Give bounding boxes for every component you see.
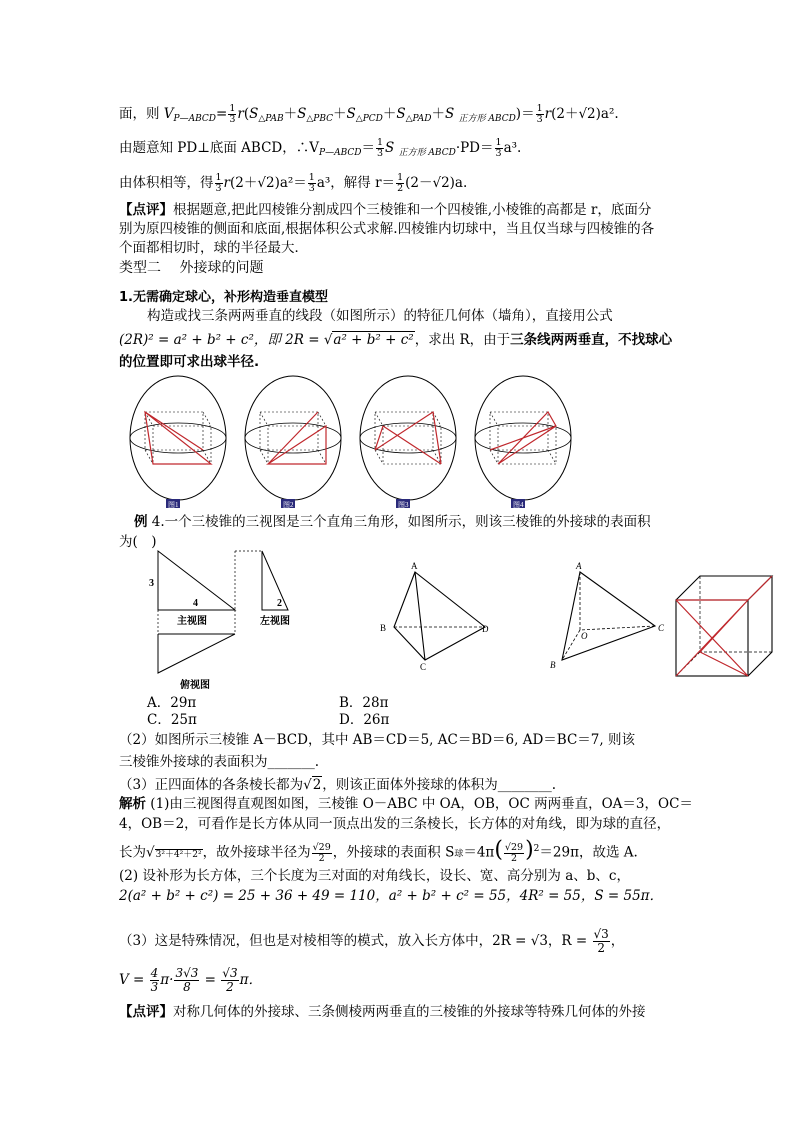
line-pd-perp: 由题意知 PD⊥底面 ABCD，$\therefore V_{P—ABCD}=$ $\frac{1}{3}$ S $_{正方形 ABCD}$·PD＝ $\frac{1}{3}$ a³. (119, 137, 522, 159)
section-heading-type2 (119, 259, 263, 277)
top-view-label: 俯视图 (180, 680, 210, 691)
text: 4 (151, 514, 161, 530)
text: △PCD (355, 114, 383, 124)
fraction (221, 967, 238, 994)
text: a³. (503, 140, 522, 156)
solution-line5 (119, 887, 663, 905)
text: S (385, 140, 395, 156)
text: (2R)² = a² + b² + c²，即 2R = (119, 332, 324, 348)
text: 球 (454, 849, 464, 860)
text: 1.无需确定球心，补形构造垂直模型 (119, 290, 328, 305)
text: 2 (318, 852, 325, 864)
label-A2: A (576, 561, 582, 571)
heading-1 (119, 289, 328, 307)
solution-line3: 长为√3²＋4²＋2²，故外接球半径为 $\frac{√29}{2}$ ，外接球的表面积 S球＝4π( $\frac{√29}{2}$ )$^2$＝29π，故选 A. (119, 837, 638, 864)
solution-line6: （3）这是特殊情况，但也是对棱相等的模式，放入长方体中，2R = √3，R = $\frac{√3}{2}$ ， (119, 927, 625, 955)
solution-line7 (119, 967, 262, 994)
label-O: O (581, 631, 588, 641)
text: π． (239, 972, 262, 988)
text: （3）这是特殊情况，但也是对棱相等的模式，放入长方体中，2R = √3，R = (119, 933, 592, 949)
label-C: C (420, 662, 427, 672)
fig-label-1: 图1 (168, 501, 179, 509)
question-3: （3）正四面体的各条棱长都为√2，则该正面体外接球的体积为________. (119, 777, 557, 793)
text: (2＋√2)a²＝ (230, 175, 307, 191)
text: 2(a² + b² + c²) = 25 + 36 + 49 = 110，a² + b² + c² = 55，4R² = 55，S = 55π． (119, 888, 664, 904)
three-views-figure (140, 548, 305, 693)
solution-line1 (119, 795, 693, 813)
text: = (216, 106, 228, 122)
heading-1-para-b: (2R)² = a² + b² + c²，即 2R = √a² + b² + c²，求出 R，由于三条线两两垂直，不找球心 (119, 332, 673, 348)
line-volume-equal: 由体积相等，得 $\frac{1}{3}$ r(2＋√2)a²＝ $\frac{1}{3}$ a³，解得 r＝ $\frac{1}{2}$ (2－√2)a. (119, 172, 468, 194)
text: π· (160, 972, 174, 988)
label-A: A (411, 561, 418, 571)
tetra-abcd-figure (372, 560, 497, 675)
text: 构造或找三条两两垂直的线段（如图所示）的特征几何体（墙角），直接用公式 (147, 308, 613, 324)
fraction (312, 843, 332, 864)
text: （3）正四面体的各条棱长都为 (119, 777, 304, 793)
text: V (163, 106, 174, 122)
text: 为( ) (119, 534, 157, 550)
sphere-fig-1 (130, 376, 226, 500)
option-a (147, 694, 196, 712)
text: 对称几何体的外接球、三条侧棱两两垂直的三棱锥的外接球等特殊几何体的外接 (173, 1004, 646, 1020)
sphere-fig-3 (360, 376, 456, 500)
comment-label: 【点评】 (119, 1004, 173, 1020)
fraction: $\frac{√29}{2}$ (504, 841, 524, 864)
dim-4: 4 (193, 598, 198, 609)
label-D: D (482, 624, 489, 634)
label-C2: C (658, 623, 665, 633)
front-view-label: 主视图 (177, 616, 207, 627)
example-label: 例 (134, 514, 148, 530)
text: ，求出 R，由于 (414, 332, 511, 348)
example-4-line1 (134, 513, 651, 531)
text: ·PD＝ (455, 140, 494, 156)
fraction: $\frac{1}{3}$ (215, 172, 222, 194)
fraction: $\frac{1}{3}$ (229, 103, 236, 125)
text: 由体积相等，得 (119, 175, 214, 191)
side-view-label: 左视图 (260, 616, 290, 627)
text: a³，解得 r＝ (316, 175, 396, 191)
fraction (593, 928, 610, 955)
fraction: $\frac{1}{3}$ (376, 137, 384, 159)
text: （2）如图所示三棱锥 A－BCD，其中 AB＝CD＝5, AC＝BD＝6, AD＝BC＝7, 则该 (119, 732, 635, 748)
fraction: $\frac{1}{3}$ (495, 137, 502, 159)
text: 2 (312, 777, 322, 793)
text: ＝29π，故选 A. (539, 844, 638, 861)
fraction (150, 967, 160, 994)
label-B2: B (550, 660, 556, 670)
solution-line4 (119, 867, 630, 885)
text: 三棱锥外接球的表面积为_______. (119, 754, 320, 770)
sphere-fig-2 (245, 376, 341, 500)
text: D．26π (339, 712, 390, 728)
sphere-figures (118, 375, 588, 510)
text: 4 (150, 966, 159, 980)
text: S (249, 106, 259, 122)
text: ，故外接球半径为 (202, 844, 311, 861)
text: A．29π (147, 695, 197, 711)
text: 4，OB＝2，可看作是长方体从同一顶点出发的三条棱长，长方体的对角线，即为球的直径， (119, 816, 671, 832)
text: (2－√2)a. (405, 175, 468, 191)
text: √29 (312, 841, 331, 853)
text: 根据题意,把此四棱锥分割成四个三棱锥和一个四棱锥,小棱锥的高都是 r，底面分 (173, 202, 652, 218)
comment-1-line2 (119, 220, 654, 238)
comment-label: 【点评】 (119, 202, 173, 218)
text: P—ABCD (173, 114, 216, 124)
text: 正方形 ABCD (458, 114, 516, 124)
text: 正方形 ABCD (398, 148, 456, 158)
text: 面，则 (119, 106, 164, 122)
dim-2: 2 (277, 598, 282, 609)
text: ＝4π (463, 844, 495, 861)
option-b (339, 694, 388, 712)
comment-1-line3 (119, 239, 308, 257)
line-volume-formula: 面，则 $V_{P—ABCD}=$ $\frac{1}{3}$ $r(S_{\triangle PAB}+S_{\triangle PBC}+S_{\triangle PCD}+S_{\triangle PAD}+S$ $_{正方形 ABCD}$)＝ $\frac{1}{3}$ r(2＋√2)a². (119, 103, 619, 125)
text: 3 (150, 980, 159, 994)
tetra-oabc-figure (540, 560, 670, 675)
fig-label-4: 图4 (513, 501, 524, 509)
text: .一个三棱锥的三视图是三个直角三角形，如图所示，则该三棱锥的外接球的表面积 (160, 514, 651, 530)
fraction: $\frac{1}{2}$ (397, 172, 404, 194)
comment-1 (119, 201, 651, 219)
text: √3 (222, 966, 238, 980)
solution-line2 (119, 815, 670, 833)
text: 8 (183, 980, 191, 994)
text: (1)由三视图得直观图如图，三棱锥 O－ABC 中 OA，OB，OC 两两垂直，OA＝3，OC＝ (150, 796, 693, 812)
option-c (147, 711, 197, 729)
comment-2 (119, 1003, 646, 1021)
option-d (339, 711, 389, 729)
dim-3: 3 (149, 578, 154, 589)
heading-1-para-a (147, 307, 613, 325)
sphere-fig-4 (475, 376, 571, 500)
text: 长为 (119, 844, 146, 861)
text: 个面都相切时，球的半径最大． (119, 240, 308, 256)
text: 3²＋4²＋2² (155, 849, 202, 860)
text: a² + b² + c² (333, 332, 414, 348)
text: ，则该正面体外接球的体积为________. (322, 777, 557, 793)
text: P—ABCD (319, 148, 362, 158)
text: 3√3 (175, 966, 199, 980)
fig-label-2: 图2 (283, 501, 294, 509)
solution-label: 解析 (119, 796, 146, 812)
text: V = (119, 972, 149, 988)
heading-1-para-c (119, 353, 259, 371)
question-2-line2 (119, 753, 319, 771)
text: √3 (593, 927, 609, 941)
cube-figure (672, 572, 780, 682)
fraction: $\frac{1}{3}$ (536, 103, 543, 125)
text: C．25π (147, 712, 197, 728)
text: 由题意知 PD⊥底面 ABCD，∴V (119, 140, 320, 156)
fig-label-3: 图3 (398, 501, 409, 509)
text: △PAB (258, 114, 284, 124)
text: 三条线两两垂直，不找球心 (510, 332, 673, 348)
text: 2 (597, 941, 605, 955)
text: 类型二 外接球的问题 (119, 260, 264, 276)
text: △PAD (405, 114, 432, 124)
text: 别为原四棱锥的侧面和底面,根据体积公式求解.四棱锥内切球中，当且仅当球与四棱锥的各 (119, 221, 655, 237)
text: ，外接球的表面积 S (332, 844, 455, 861)
text: = (200, 972, 221, 988)
fraction: $\frac{1}{3}$ (308, 172, 315, 194)
fraction (174, 967, 199, 994)
text: (2＋√2)a². (551, 106, 619, 122)
text: 的位置即可求出球半径. (119, 354, 260, 370)
text: B．28π (339, 695, 389, 711)
text: (2) 设补形为长方体，三个长度为三对面的对角线长，设长、宽、高分别为 a、b、c， (119, 868, 630, 884)
text: △PBC (306, 114, 334, 124)
label-B: B (380, 623, 387, 633)
question-2-line1 (119, 731, 635, 749)
text: 2 (226, 980, 234, 994)
